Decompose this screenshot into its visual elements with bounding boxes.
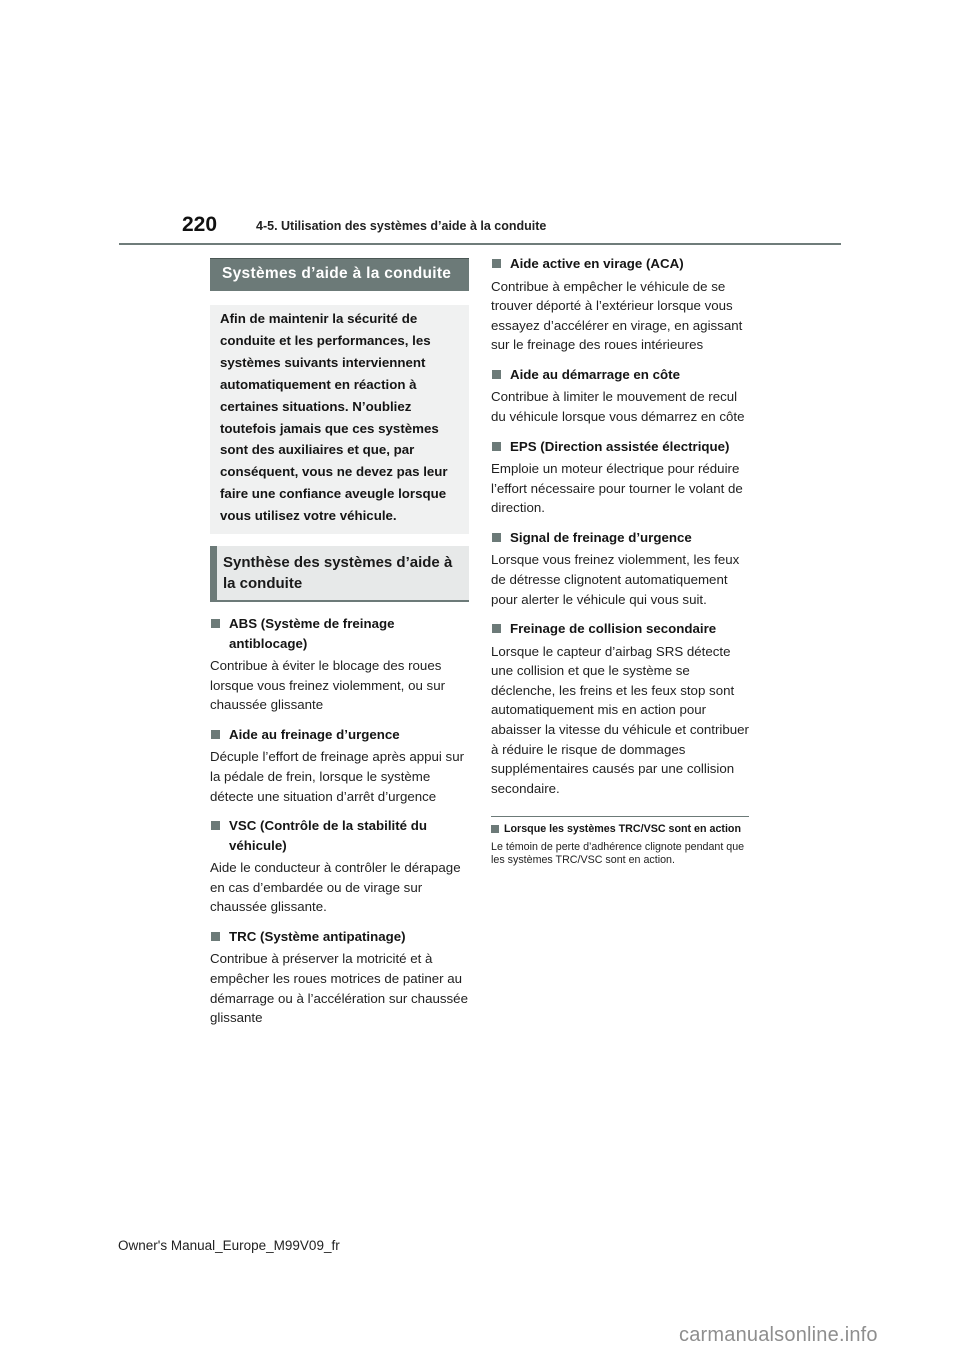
square-bullet-icon	[492, 259, 501, 268]
item-body: Aide le conducteur à contrôler le dérapage en cas d’embardée ou de virage sur chaussée glissante.	[210, 860, 461, 915]
page-number: 220	[182, 213, 218, 236]
item-title: Aide active en virage (ACA)	[510, 256, 684, 271]
list-item-trc	[210, 927, 469, 1028]
square-bullet-icon	[492, 624, 501, 633]
list-item-secondary-collision-brake	[491, 619, 749, 798]
note-title: Lorsque les systèmes TRC/VSC sont en action	[504, 823, 741, 836]
square-bullet-icon	[211, 932, 220, 941]
note-box	[491, 816, 749, 866]
section-heading-driving-aids: Systèmes d’aide à la conduite	[210, 258, 469, 291]
intro-box: Afin de maintenir la sécurité de conduite et les performances, les systèmes suivants interviennent automatiquement en réaction à certaines situations. N’oubliez toutefois jamais que ces systèmes sont des auxiliaires et que, par conséquent, vous ne devez pas leur faire une confiance aveugle lorsque vous utilisez votre véhicule.	[210, 305, 469, 534]
item-body: Lorsque le capteur d’airbag SRS détecte une collision et que le système se déclenche, les freins et les feux stop sont automatiquement mis en action pour abaisser la vitesse du véhicule et contribuer à réduire le risque de dommages supplémentaires causés par une collision secondaire.	[491, 643, 749, 796]
left-column	[210, 258, 469, 1028]
item-body: Décuple l’effort de freinage après appui sur la pédale de frein, lorsque le système détecte une situation d’arrêt d’urgence	[210, 749, 465, 804]
square-bullet-icon	[211, 730, 220, 739]
item-body: Emploie un moteur électrique pour réduire l’effort nécessaire pour tourner le volant de direction.	[491, 461, 743, 516]
item-title: EPS (Direction assistée électrique)	[510, 438, 730, 454]
item-body: Contribue à empêcher le véhicule de se trouver déporté à l’extérieur lorsque vous essayez d’accélérer en virage, en agissant sur le freinage des roues intérieures	[491, 278, 743, 353]
footer-manual-id: Owner's Manual_Europe_M99V09_fr	[118, 1238, 340, 1253]
list-item-hill-start-assist	[491, 365, 749, 427]
square-bullet-icon	[211, 821, 220, 830]
item-title: Signal de freinage d’urgence	[510, 529, 692, 545]
item-title: Aide au freinage d’urgence	[229, 726, 400, 742]
square-bullet-icon	[491, 825, 499, 833]
item-body: Contribue à préserver la motricité et à empêcher les roues motrices de patiner au démarrage ou à l’accélération sur chaussée glissante	[210, 951, 468, 1026]
square-bullet-icon	[492, 442, 501, 451]
list-item-eps	[491, 437, 749, 518]
chapter-title: 4-5. Utilisation des systèmes d’aide à la conduite	[256, 219, 547, 233]
list-item-emergency-brake-signal	[491, 528, 749, 609]
square-bullet-icon	[492, 533, 501, 542]
item-title: ABS (Système de freinage antiblocage)	[229, 616, 395, 651]
item-body: Contribue à limiter le mouvement de recul du véhicule lorsque vous démarrez en côte	[491, 389, 745, 424]
item-body: Contribue à éviter le blocage des roues lorsque vous freinez violemment, ou sur chaussée glissante	[210, 658, 446, 713]
right-column	[491, 254, 749, 866]
note-body: Le témoin de perte d’adhérence clignote pendant que les systèmes TRC/VSC sont en action.	[491, 841, 745, 866]
item-title: Freinage de collision secondaire	[510, 621, 717, 637]
list-item-emergency-brake-assist	[210, 725, 469, 806]
item-title: Aide au démarrage en côte	[510, 366, 680, 382]
item-body: Lorsque vous freinez violemment, les feux de détresse clignotent automatiquement pour alerter le véhicule qui vous suit.	[491, 552, 740, 607]
list-item-vsc	[210, 816, 469, 917]
header-divider	[119, 243, 841, 245]
list-item-aca	[491, 254, 749, 355]
list-item-abs	[210, 614, 469, 715]
section-heading-summary: Synthèse des systèmes d’aide à la conduite	[210, 546, 469, 602]
item-title: VSC (Contrôle de la stabilité du véhicule)	[229, 818, 427, 853]
square-bullet-icon	[492, 370, 501, 379]
watermark-link[interactable]: carmanualsonline.info	[679, 1324, 878, 1346]
square-bullet-icon	[211, 619, 220, 628]
item-title: TRC (Système antipatinage)	[229, 928, 406, 944]
